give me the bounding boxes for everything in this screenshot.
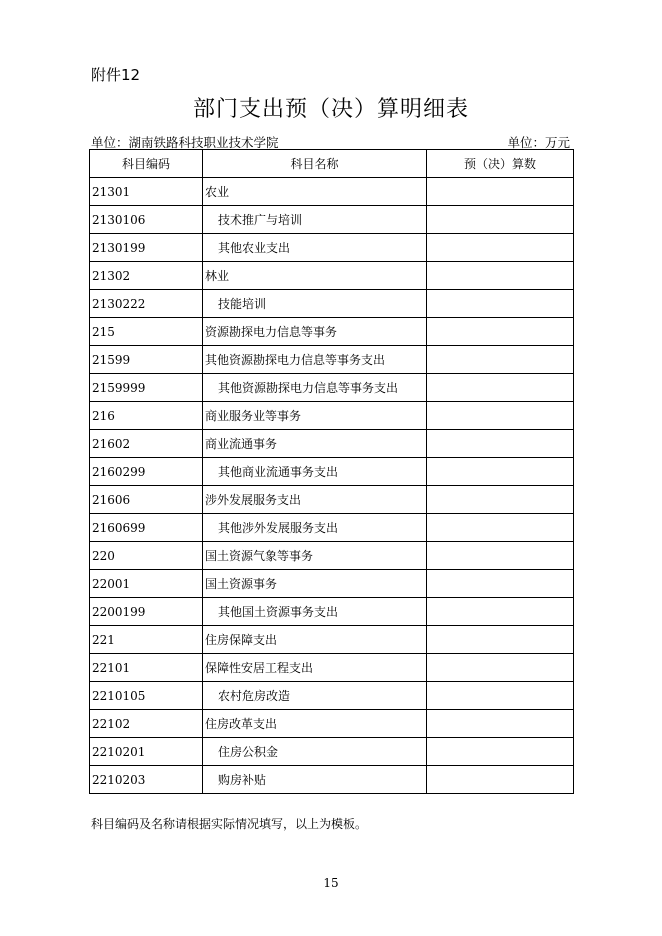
subject-name-cell: 其他资源勘探电力信息等事务支出 bbox=[203, 346, 427, 374]
subject-code-cell: 2210203 bbox=[90, 766, 203, 794]
subject-code-cell: 2160699 bbox=[90, 514, 203, 542]
subject-name-cell: 技术推广与培训 bbox=[203, 206, 427, 234]
subject-name-cell: 涉外发展服务支出 bbox=[203, 486, 427, 514]
attachment-label: 附件12 bbox=[91, 66, 141, 84]
page-number: 15 bbox=[323, 876, 339, 890]
table-row bbox=[90, 206, 574, 234]
subject-name-cell: 农业 bbox=[203, 178, 427, 206]
subject-code-cell: 2130222 bbox=[90, 290, 203, 318]
table-row bbox=[90, 542, 574, 570]
table-row bbox=[90, 290, 574, 318]
subject-code-cell: 2200199 bbox=[90, 598, 203, 626]
table-row bbox=[90, 178, 574, 206]
subject-name-cell: 林业 bbox=[203, 262, 427, 290]
table-row bbox=[90, 430, 574, 458]
subject-code-cell: 221 bbox=[90, 626, 203, 654]
header-subject-code: 科目编码 bbox=[90, 150, 203, 178]
budget-amount-cell bbox=[427, 654, 574, 682]
subject-name-cell: 商业服务业等事务 bbox=[203, 402, 427, 430]
subject-code-cell: 215 bbox=[90, 318, 203, 346]
subject-code-cell: 21599 bbox=[90, 346, 203, 374]
budget-amount-cell bbox=[427, 682, 574, 710]
table-row bbox=[90, 346, 574, 374]
subject-code-cell: 2210105 bbox=[90, 682, 203, 710]
table-row bbox=[90, 486, 574, 514]
expenditure-detail-table bbox=[89, 149, 574, 794]
subject-name-cell: 其他资源勘探电力信息等事务支出 bbox=[203, 374, 427, 402]
unit-organization: 单位：湖南铁路科技职业技术学院 bbox=[91, 135, 279, 150]
table-row bbox=[90, 374, 574, 402]
header-budget-amount: 预（决）算数 bbox=[427, 150, 574, 178]
subject-code-cell: 2210201 bbox=[90, 738, 203, 766]
budget-amount-cell bbox=[427, 318, 574, 346]
table-row bbox=[90, 626, 574, 654]
table-row bbox=[90, 738, 574, 766]
subject-name-cell: 住房改革支出 bbox=[203, 710, 427, 738]
table-row bbox=[90, 570, 574, 598]
budget-amount-cell bbox=[427, 430, 574, 458]
subject-code-cell: 22101 bbox=[90, 654, 203, 682]
table-row bbox=[90, 234, 574, 262]
table-row bbox=[90, 766, 574, 794]
subject-name-cell: 其他涉外发展服务支出 bbox=[203, 514, 427, 542]
subject-code-cell: 21302 bbox=[90, 262, 203, 290]
table-row bbox=[90, 598, 574, 626]
subject-name-cell: 其他商业流通事务支出 bbox=[203, 458, 427, 486]
subject-name-cell: 住房保障支出 bbox=[203, 626, 427, 654]
subject-name-cell: 技能培训 bbox=[203, 290, 427, 318]
budget-amount-cell bbox=[427, 262, 574, 290]
budget-amount-cell bbox=[427, 542, 574, 570]
page-title: 部门支出预（决）算明细表 bbox=[192, 97, 469, 122]
header-subject-name: 科目名称 bbox=[203, 150, 427, 178]
subject-code-cell: 2130199 bbox=[90, 234, 203, 262]
subject-name-cell: 住房公积金 bbox=[203, 738, 427, 766]
budget-amount-cell bbox=[427, 710, 574, 738]
budget-amount-cell bbox=[427, 514, 574, 542]
subject-name-cell: 其他农业支出 bbox=[203, 234, 427, 262]
budget-amount-cell bbox=[427, 626, 574, 654]
unit-currency: 单位：万元 bbox=[507, 135, 570, 150]
subject-name-cell: 商业流通事务 bbox=[203, 430, 427, 458]
subject-code-cell: 2160299 bbox=[90, 458, 203, 486]
budget-amount-cell bbox=[427, 178, 574, 206]
budget-amount-cell bbox=[427, 290, 574, 318]
table-row bbox=[90, 654, 574, 682]
subject-code-cell: 2130106 bbox=[90, 206, 203, 234]
subject-name-cell: 其他国土资源事务支出 bbox=[203, 598, 427, 626]
budget-amount-cell bbox=[427, 766, 574, 794]
table-row bbox=[90, 458, 574, 486]
budget-amount-cell bbox=[427, 598, 574, 626]
budget-amount-cell bbox=[427, 402, 574, 430]
budget-amount-cell bbox=[427, 234, 574, 262]
table-row bbox=[90, 402, 574, 430]
table-row bbox=[90, 262, 574, 290]
table-row bbox=[90, 682, 574, 710]
budget-amount-cell bbox=[427, 458, 574, 486]
budget-amount-cell bbox=[427, 570, 574, 598]
subject-name-cell: 保障性安居工程支出 bbox=[203, 654, 427, 682]
subject-name-cell: 购房补贴 bbox=[203, 766, 427, 794]
budget-amount-cell bbox=[427, 346, 574, 374]
subject-name-cell: 农村危房改造 bbox=[203, 682, 427, 710]
subject-name-cell: 国土资源事务 bbox=[203, 570, 427, 598]
subject-code-cell: 22102 bbox=[90, 710, 203, 738]
subject-code-cell: 21606 bbox=[90, 486, 203, 514]
subject-code-cell: 21301 bbox=[90, 178, 203, 206]
budget-amount-cell bbox=[427, 738, 574, 766]
footnote: 科目编码及名称请根据实际情况填写，以上为模板。 bbox=[91, 817, 368, 831]
subject-name-cell: 资源勘探电力信息等事务 bbox=[203, 318, 427, 346]
budget-amount-cell bbox=[427, 206, 574, 234]
subject-code-cell: 22001 bbox=[90, 570, 203, 598]
subject-name-cell: 国土资源气象等事务 bbox=[203, 542, 427, 570]
table-row bbox=[90, 514, 574, 542]
table-row bbox=[90, 318, 574, 346]
budget-amount-cell bbox=[427, 486, 574, 514]
subject-code-cell: 2159999 bbox=[90, 374, 203, 402]
subject-code-cell: 220 bbox=[90, 542, 203, 570]
table-header-row bbox=[90, 150, 574, 178]
table-body bbox=[90, 178, 574, 794]
table-row bbox=[90, 710, 574, 738]
subject-code-cell: 21602 bbox=[90, 430, 203, 458]
subject-code-cell: 216 bbox=[90, 402, 203, 430]
budget-amount-cell bbox=[427, 374, 574, 402]
